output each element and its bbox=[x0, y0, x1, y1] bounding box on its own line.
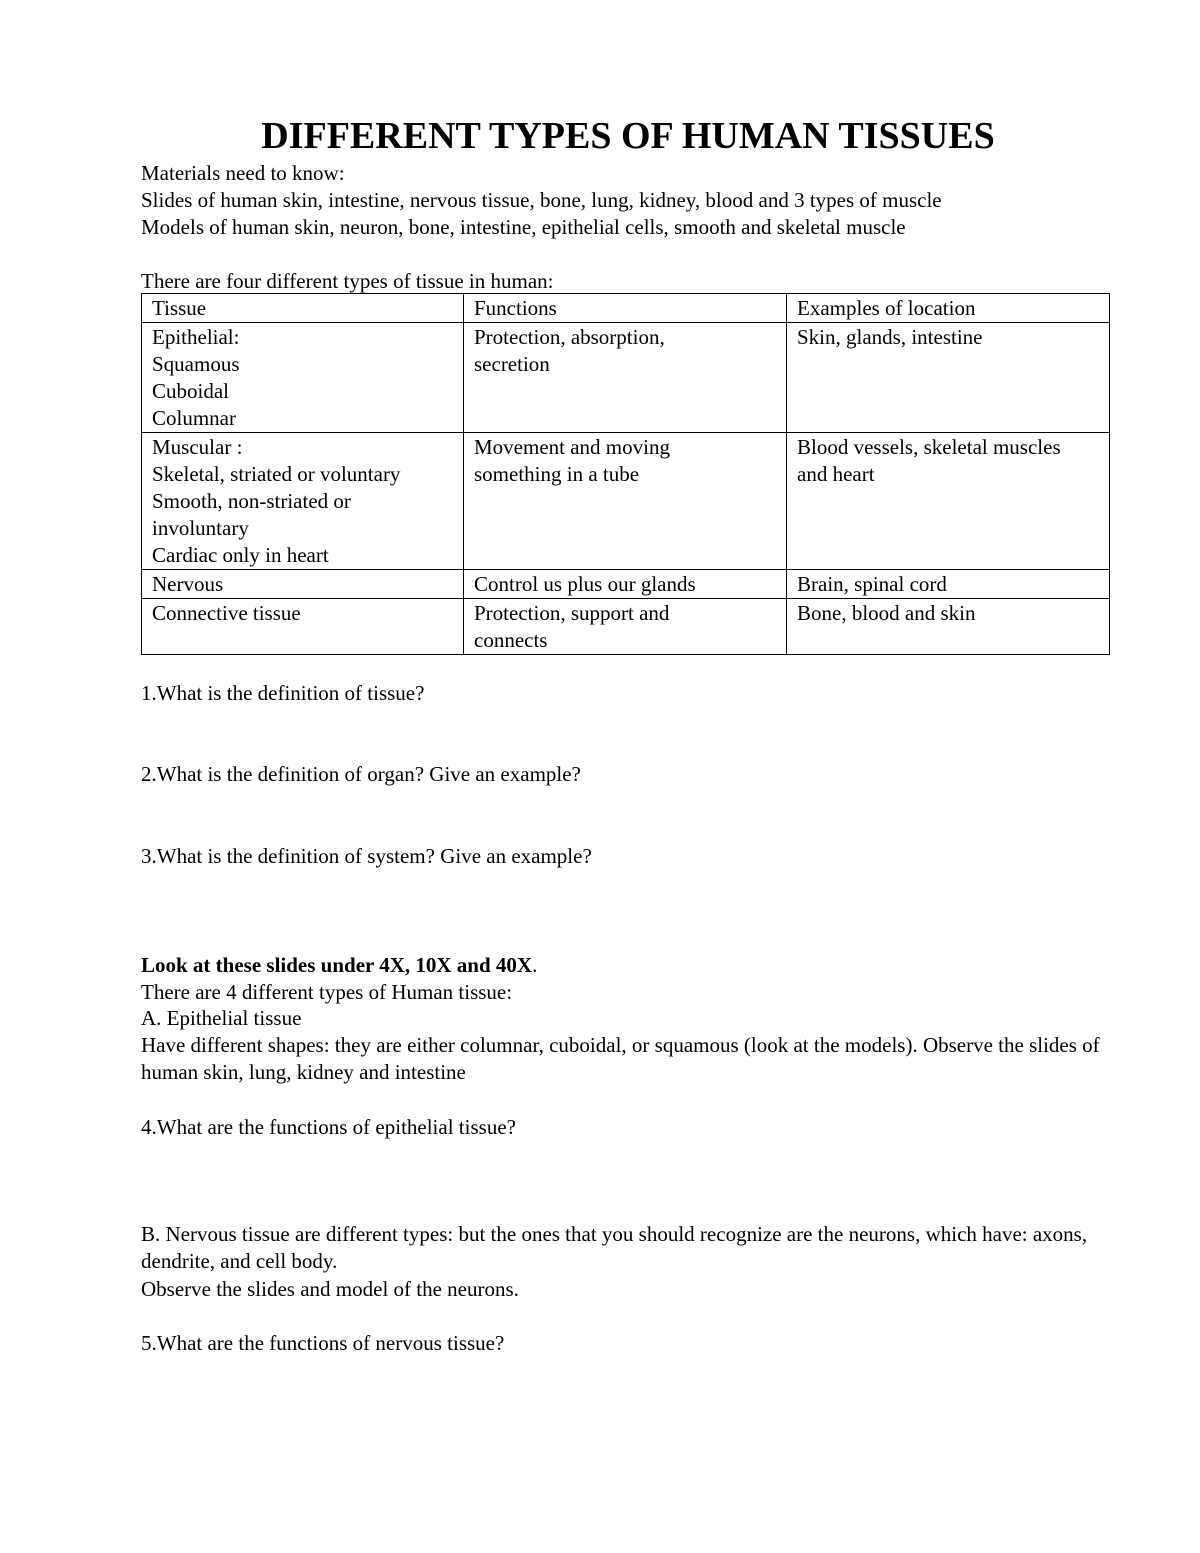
cell-tissue bbox=[142, 570, 464, 599]
cell-text: Protection, absorption, bbox=[474, 325, 665, 349]
question-4: 4.What are the functions of epithelial tissue? bbox=[141, 1115, 516, 1139]
cell-tissue bbox=[142, 599, 464, 655]
tissue-types-line: There are 4 different types of Human tissue: bbox=[141, 980, 513, 1004]
question-5: 5.What are the functions of nervous tissue? bbox=[141, 1331, 505, 1355]
cell-functions bbox=[464, 433, 787, 570]
cell-text: Muscular : bbox=[152, 435, 243, 459]
cell-text: secretion bbox=[474, 352, 550, 376]
cell-text: Control us plus our glands bbox=[474, 572, 696, 596]
cell-examples bbox=[787, 323, 1110, 433]
tissue-table bbox=[141, 293, 1110, 655]
cell-text: and heart bbox=[797, 462, 875, 486]
cell-text: involuntary bbox=[152, 516, 249, 540]
slides-heading bbox=[141, 952, 537, 979]
materials-heading: Materials need to know: bbox=[141, 161, 345, 185]
cell-text: Smooth, non-striated or bbox=[152, 489, 351, 513]
table-header-row bbox=[142, 294, 1110, 323]
cell-text: Blood vessels, skeletal muscles bbox=[797, 435, 1061, 459]
epithelial-title: A. Epithelial tissue bbox=[141, 1006, 302, 1030]
cell-examples bbox=[787, 570, 1110, 599]
question-3: 3.What is the definition of system? Give an example? bbox=[141, 844, 592, 868]
cell-text: Connective tissue bbox=[152, 601, 301, 625]
cell-text: something in a tube bbox=[474, 462, 640, 486]
models-line: Models of human skin, neuron, bone, intestine, epithelial cells, smooth and skeletal muscle bbox=[141, 215, 906, 239]
cell-text: Nervous bbox=[152, 572, 224, 596]
cell-functions bbox=[464, 323, 787, 433]
cell-text: Cuboidal bbox=[152, 379, 229, 403]
cell-text: Cardiac only in heart bbox=[152, 543, 329, 567]
epithelial-paragraph: Have different shapes: they are either columnar, cuboidal, or squamous (look at the models). Observe the slides of human skin, lung, kidney and intestine bbox=[141, 1033, 1100, 1084]
cell-text: connects bbox=[474, 628, 548, 652]
cell-examples bbox=[787, 433, 1110, 570]
cell-text: Epithelial: bbox=[152, 325, 240, 349]
cell-text: Brain, spinal cord bbox=[797, 572, 947, 596]
cell-text: Protection, support and bbox=[474, 601, 670, 625]
table-row bbox=[142, 599, 1110, 655]
nervous-observe: Observe the slides and model of the neurons. bbox=[141, 1277, 519, 1301]
table-row bbox=[142, 323, 1110, 433]
cell-examples bbox=[787, 599, 1110, 655]
cell-text: Skeletal, striated or voluntary bbox=[152, 462, 401, 486]
header-tissue: Tissue bbox=[142, 294, 464, 323]
cell-tissue bbox=[142, 323, 464, 433]
page-title: DIFFERENT TYPES OF HUMAN TISSUES bbox=[261, 115, 995, 157]
slides-heading-tail: . bbox=[532, 953, 538, 977]
cell-functions bbox=[464, 599, 787, 655]
cell-text: Skin, glands, intestine bbox=[797, 325, 983, 349]
nervous-paragraph: B. Nervous tissue are different types: but the ones that you should recognize are the neurons, which have: axons, dendrite, and cell body. bbox=[141, 1222, 1088, 1273]
table-row bbox=[142, 570, 1110, 599]
table-row bbox=[142, 433, 1110, 570]
cell-text: Bone, blood and skin bbox=[797, 601, 976, 625]
slides-heading-bold: Look at these slides under 4X, 10X and 40X bbox=[141, 953, 533, 977]
question-2: 2.What is the definition of organ? Give an example? bbox=[141, 762, 581, 786]
header-functions: Functions bbox=[464, 294, 787, 323]
cell-text: Columnar bbox=[152, 406, 236, 430]
header-examples: Examples of location bbox=[787, 294, 1110, 323]
cell-text: Movement and moving bbox=[474, 435, 670, 459]
cell-functions bbox=[464, 570, 787, 599]
table-intro: There are four different types of tissue in human: bbox=[141, 269, 554, 293]
cell-text: Squamous bbox=[152, 352, 240, 376]
cell-tissue bbox=[142, 433, 464, 570]
slides-line: Slides of human skin, intestine, nervous tissue, bone, lung, kidney, blood and 3 types of muscle bbox=[141, 188, 942, 212]
question-1: 1.What is the definition of tissue? bbox=[141, 681, 425, 705]
